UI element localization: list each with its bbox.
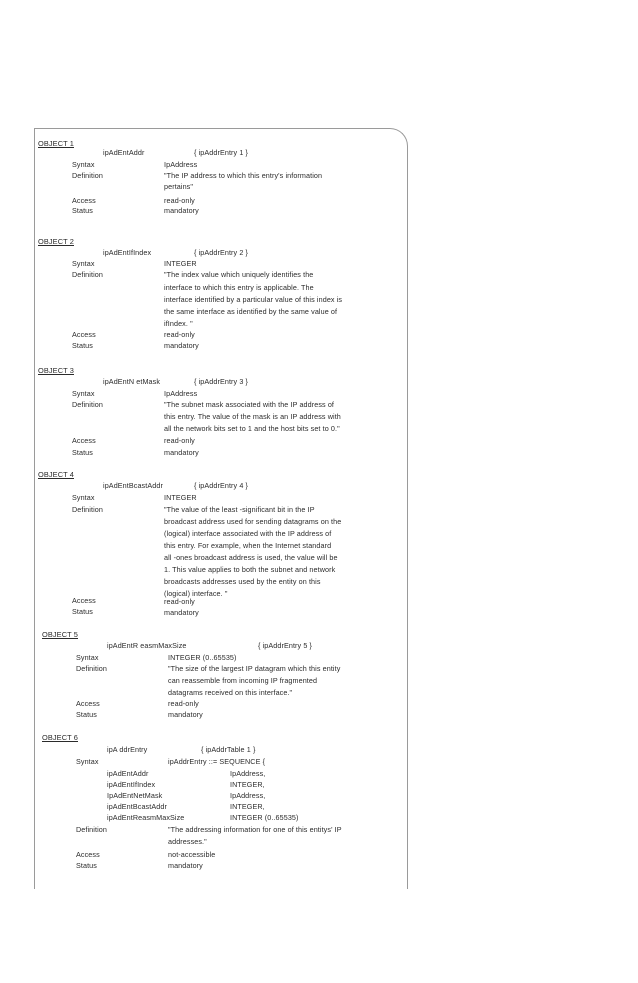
object-2-heading: OBJECT 2 — [38, 237, 74, 246]
object-4-heading: OBJECT 4 — [38, 470, 74, 479]
object-6-access: not-accessible — [168, 850, 216, 859]
object-6-heading: OBJECT 6 — [42, 733, 78, 742]
object-4-definition-line: (logical) interface. " — [164, 589, 228, 598]
sequence-type: IpAddress, — [230, 769, 266, 778]
object-2-definition-line: the same interface as identified by the same value of — [164, 307, 338, 316]
object-2-definition-line: "The index value which uniquely identifies the — [164, 270, 314, 279]
sequence-type: INTEGER, — [230, 780, 265, 789]
object-4-name: ipAdEntBcastAddr — [103, 481, 163, 490]
object-5-definition-line: "The size of the largest IP datagram which this entity — [168, 664, 341, 673]
object-5-definition-line: can reassemble from incoming IP fragmented — [168, 676, 318, 685]
object-3-access: read-only — [164, 436, 195, 445]
object-2-access: read-only — [164, 330, 195, 339]
object-4-definition-line: all -ones broadcast address is used, the value will be — [164, 553, 338, 562]
sequence-field: ipAdEntAddr — [107, 769, 149, 778]
object-5-heading: OBJECT 5 — [42, 630, 78, 639]
sequence-field: ipAdEntReasmMaxSize — [107, 813, 185, 822]
object-5-entry: { ipAddrEntry 5 } — [258, 641, 313, 650]
object-3-access-label: Access — [72, 436, 96, 445]
object-6-status: mandatory — [168, 861, 203, 870]
sequence-type: INTEGER (0..65535) — [230, 813, 299, 822]
object-5-status-label: Status — [76, 710, 97, 719]
object-4-entry: { ipAddrEntry 4 } — [194, 481, 249, 490]
object-3-heading: OBJECT 3 — [38, 366, 74, 375]
object-1-definition-line: pertains" — [164, 182, 194, 191]
object-6-syntax-label: Syntax — [76, 757, 99, 766]
object-3-definition-line: "The subnet mask associated with the IP address of — [164, 400, 335, 409]
object-5-definition-label: Definition — [76, 664, 107, 673]
object-2-access-label: Access — [72, 330, 96, 339]
object-3-status: mandatory — [164, 448, 199, 457]
object-6-access-label: Access — [76, 850, 100, 859]
object-2-status-label: Status — [72, 341, 93, 350]
object-1-syntax-label: Syntax — [72, 160, 95, 169]
object-2-syntax: INTEGER — [164, 259, 197, 268]
object-2-definition-line: interface to which this entry is applicable. The — [164, 283, 314, 292]
object-2-definition-line: interface identified by a particular value of this index is — [164, 295, 343, 304]
object-3-name: ipAdEntN etMask — [103, 377, 161, 386]
object-5-access-label: Access — [76, 699, 100, 708]
object-2-definition-line: ifIndex. " — [164, 319, 193, 328]
sequence-field: IpAdEntNetMask — [107, 791, 163, 800]
object-1-name: ipAdEntAddr — [103, 148, 145, 157]
object-1-access-label: Access — [72, 196, 96, 205]
object-4-definition-line: this entry. For example, when the Internet standard — [164, 541, 332, 550]
object-3-entry: { ipAddrEntry 3 } — [194, 377, 249, 386]
sequence-type: IpAddress, — [230, 791, 266, 800]
object-4-syntax-label: Syntax — [72, 493, 95, 502]
object-2-entry: { ipAddrEntry 2 } — [194, 248, 249, 257]
object-4-access: read-only — [164, 597, 195, 606]
object-1-access: read-only — [164, 196, 195, 205]
object-1-definition-line: "The IP address to which this entry's information — [164, 171, 323, 180]
object-4-syntax: INTEGER — [164, 493, 197, 502]
object-4-status: mandatory — [164, 608, 199, 617]
object-4-definition-line: broadcasts addresses used by the entity on this — [164, 577, 321, 586]
object-2-definition-label: Definition — [72, 270, 103, 279]
object-5-access: read-only — [168, 699, 199, 708]
object-4-status-label: Status — [72, 607, 93, 616]
object-1-definition-label: Definition — [72, 171, 103, 180]
object-5-status: mandatory — [168, 710, 203, 719]
object-1-status-label: Status — [72, 206, 93, 215]
object-4-definition-line: broadcast address used for sending datagrams on the — [164, 517, 342, 526]
object-4-definition-line: 1. This value applies to both the subnet and network — [164, 565, 336, 574]
object-3-status-label: Status — [72, 448, 93, 457]
object-4-definition-label: Definition — [72, 505, 103, 514]
object-4-definition-line: (logical) interface associated with the IP address of — [164, 529, 332, 538]
object-6-syntax: ipAddrEntry ::= SEQUENCE { — [168, 757, 266, 766]
object-5-name: ipAdEntR easmMaxSize — [107, 641, 187, 650]
object-6-definition-line: "The addressing information for one of this entitys' IP — [168, 825, 342, 834]
object-3-syntax-label: Syntax — [72, 389, 95, 398]
object-1-heading: OBJECT 1 — [38, 139, 74, 148]
object-3-definition-line: all the network bits set to 1 and the host bits set to 0." — [164, 424, 340, 433]
object-4-access-label: Access — [72, 596, 96, 605]
object-2-status: mandatory — [164, 341, 199, 350]
object-5-definition-line: datagrams received on this interface." — [168, 688, 293, 697]
object-2-name: ipAdEntIfIndex — [103, 248, 152, 257]
object-6-definition-line: addresses." — [168, 837, 207, 846]
object-5-syntax-label: Syntax — [76, 653, 99, 662]
object-5-syntax: INTEGER (0..65535) — [168, 653, 237, 662]
object-3-definition-label: Definition — [72, 400, 103, 409]
object-4-definition-line: "The value of the least -significant bit in the IP — [164, 505, 315, 514]
object-3-syntax: IpAddress — [164, 389, 198, 398]
sequence-field: ipAdEntIfIndex — [107, 780, 156, 789]
object-1-entry: { ipAddrEntry 1 } — [194, 148, 249, 157]
object-6-name: ipA ddrEntry — [107, 745, 148, 754]
object-1-syntax: IpAddress — [164, 160, 198, 169]
object-6-entry: { ipAddrTable 1 } — [201, 745, 256, 754]
sequence-type: INTEGER, — [230, 802, 265, 811]
object-2-syntax-label: Syntax — [72, 259, 95, 268]
sequence-field: ipAdEntBcastAddr — [107, 802, 167, 811]
object-6-definition-label: Definition — [76, 825, 107, 834]
object-3-definition-line: this entry. The value of the mask is an IP address with — [164, 412, 341, 421]
object-1-status: mandatory — [164, 206, 199, 215]
object-6-status-label: Status — [76, 861, 97, 870]
